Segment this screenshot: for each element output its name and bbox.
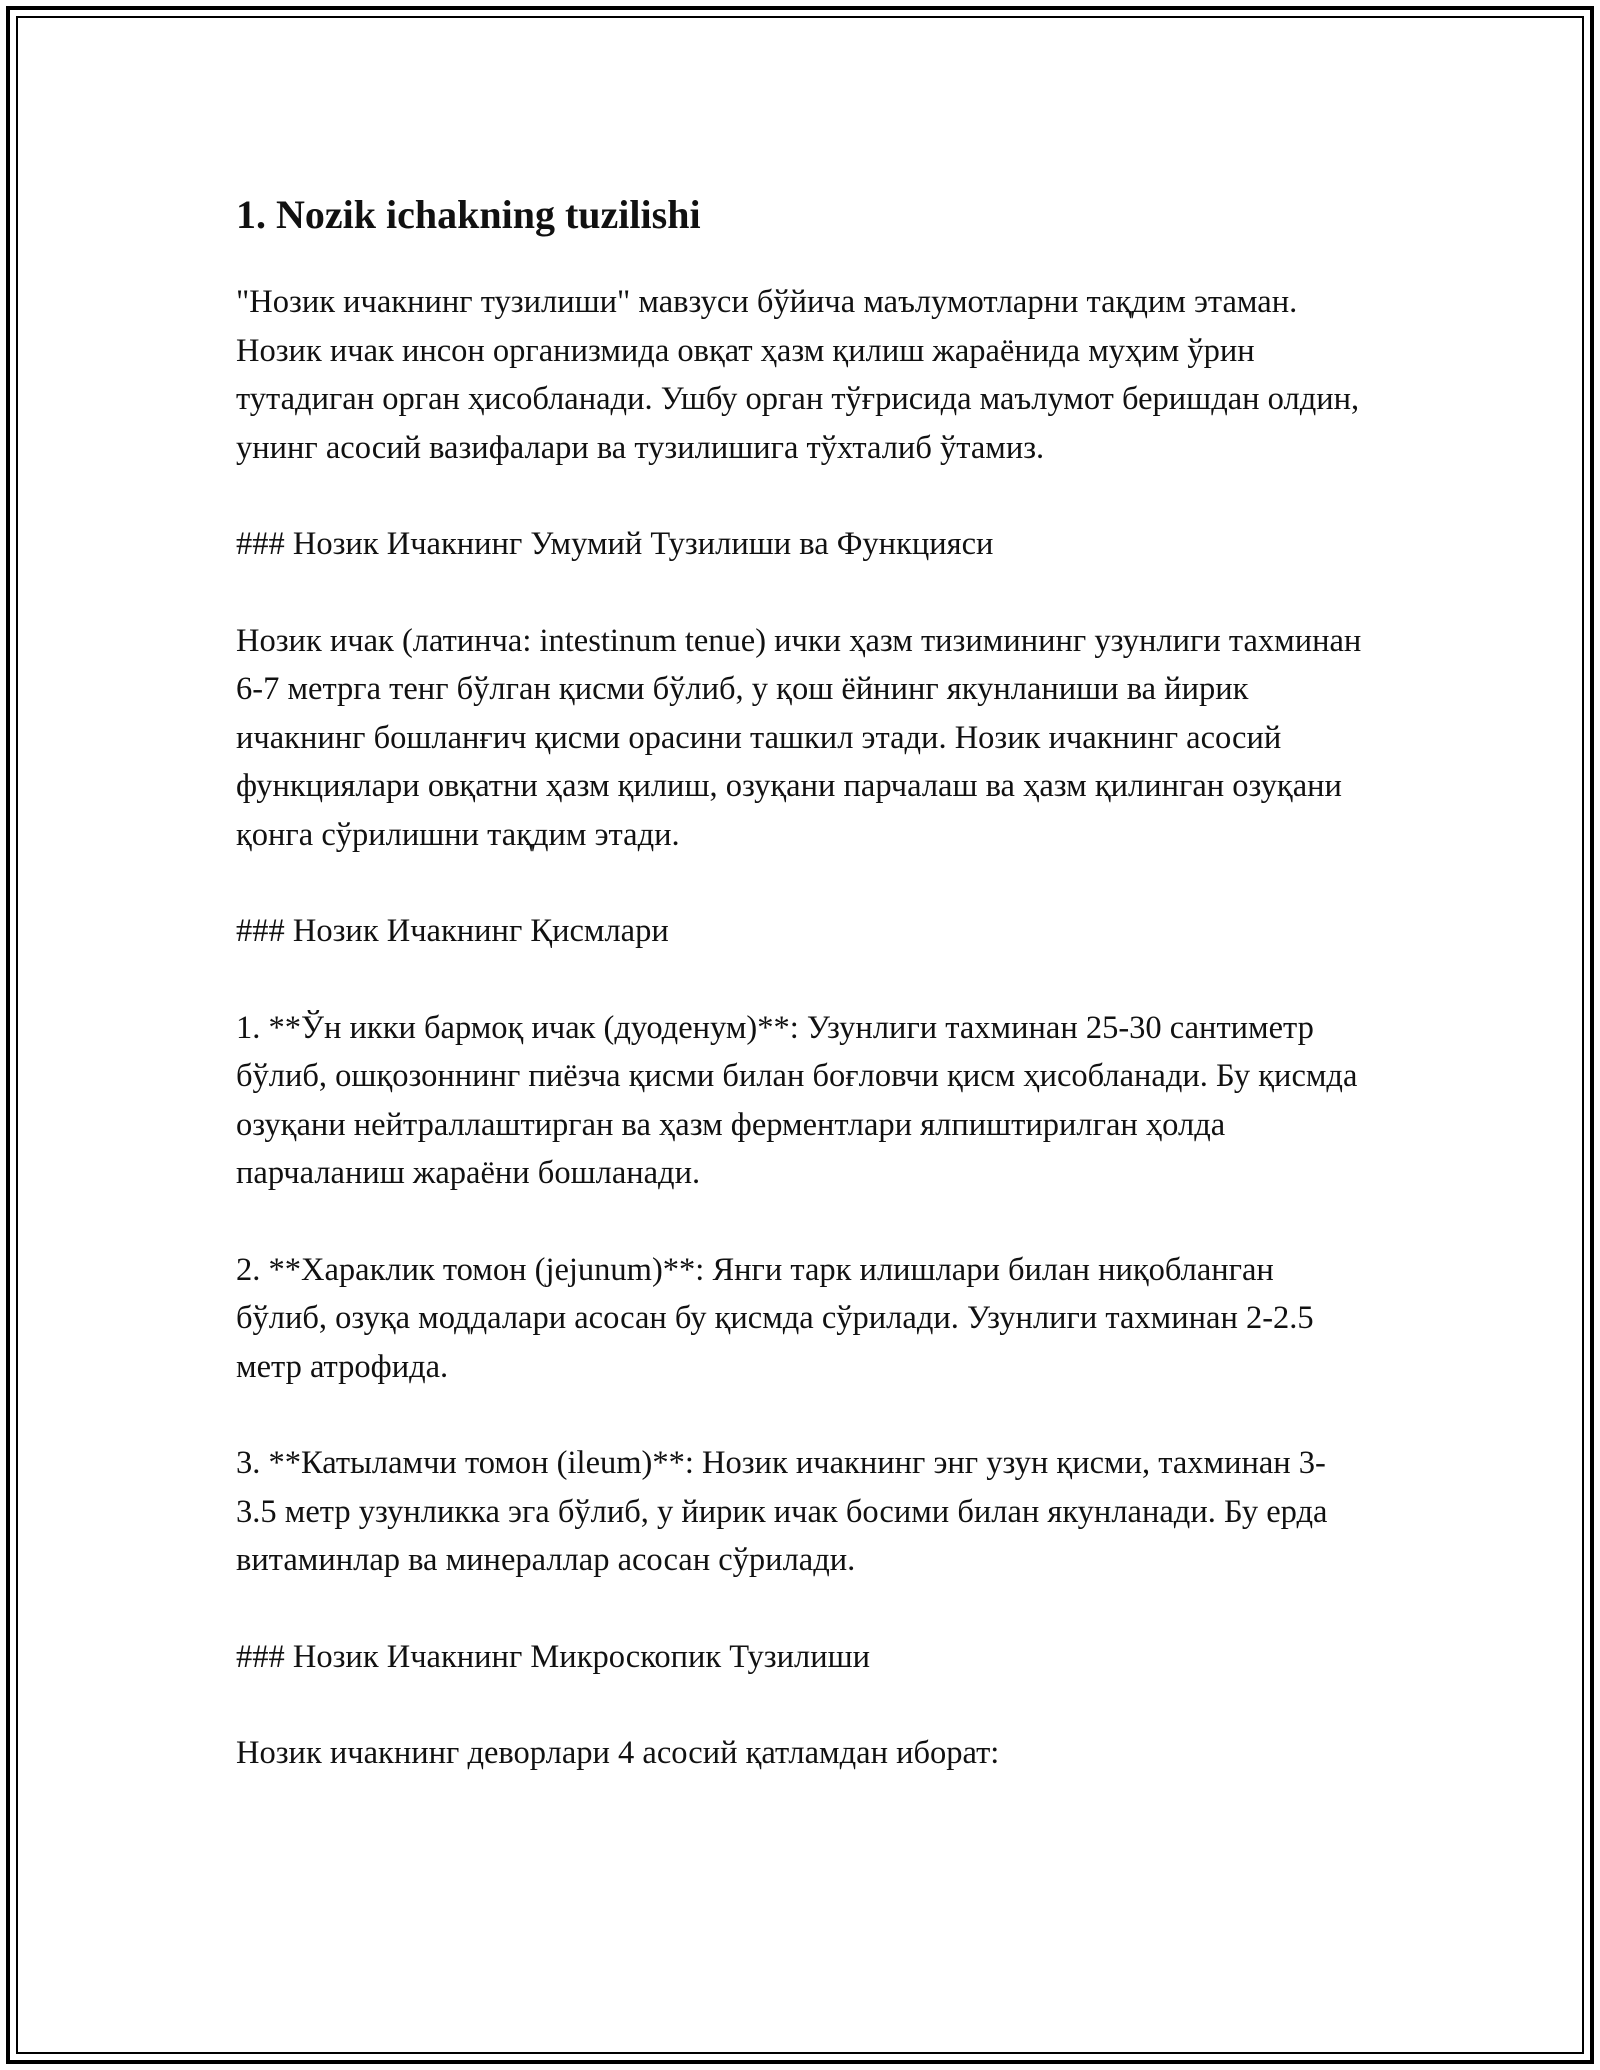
general-structure-paragraph: Нозик ичак (латинча: intestinum tenue) ички ҳазм тизимининг узунлиги тахминан 6-7 метрга тенг бўлган қисми бўлиб, у қош ёйнинг якунланиши ва йирик ичакнинг бошланғич қисми орасини ташкил этади. Нозик ичакнинг асосий функциялари овқатни ҳазм қилиш, озуқани парчалаш ва ҳазм қилинган озуқани қонга сўрилишни тақдим этади. [236,622,1362,853]
section-heading-general-structure: ### Нозик Ичакнинг Умумий Тузилиши ва Функцияси [236,526,994,562]
intro-paragraph: "Нозик ичакнинг тузилиши" мавзуси бўйича маълумотларни тақдим этаман. Нозик ичак инсон организмида овқат ҳазм қилиш жараёнида муҳим ўрин тутадиган орган ҳисобланади. Ушбу орган тўғрисида маълумот беришдан олдин, унинг асосий вазифалари ва тузилишига тўхталиб ўтамиз. [236,284,1360,466]
section-heading-parts: ### Нозик Ичакнинг Қисмлари [236,913,669,949]
list-item-jejunum: 2. **Хараклик томон (jejunum)**: Янги тарк илишлари билан ниқобланган бўлиб, озуқа моддалари асосан бу қисмда сўрилади. Узунлиги тахминан 2-2.5 метр атрофида. [236,1251,1314,1385]
microscopic-structure-paragraph: Нозик ичакнинг деворлари 4 асосий қатламдан иборат: [236,1735,1000,1771]
document-body [236,188,1366,1826]
section-heading-microscopic-structure: ### Нозик Ичакнинг Микроскопик Тузилиши [236,1638,871,1675]
document-title: 1. Nozik ichakning tuzilishi [236,192,701,237]
list-item-ileum: 3. **Катыламчи томон (ileum)**: Нозик ичакнинг энг узун қисми, тахминан 3-3.5 метр узунликка эга бўлиб, у йирик ичак босими билан якунланади. Бу ерда витаминлар ва минераллар асосан сўрилади. [236,1445,1328,1578]
list-item-duodenum: 1. **Ўн икки бармоқ ичак (дуоденум)**: Узунлиги тахминан 25-30 сантиметр бўлиб, ошқозоннинг пиёзча қисми билан боғловчи қисм ҳисобланади. Бу қисмда озуқани нейтраллаштирган ва ҳазм ферментлари ялпиштирилган ҳолда парчаланиш жараёни бошланади. [236,1009,1358,1191]
